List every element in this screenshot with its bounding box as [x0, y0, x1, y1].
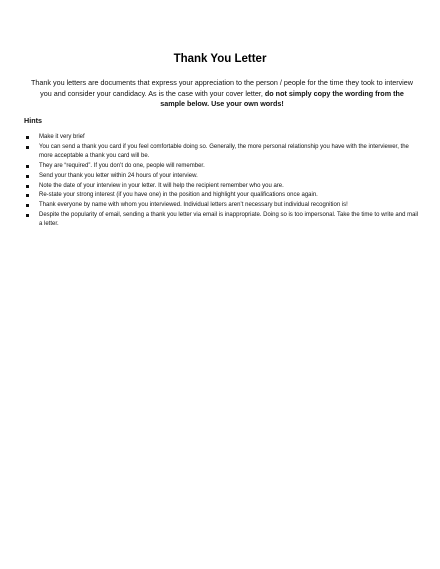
hint-text: Despite the popularity of email, sending a thank you letter via email is inappropriate. Doing so is too impersonal. Take the time to write and mail a letter. [39, 211, 419, 228]
list-item [24, 211, 419, 230]
square-bullet-icon [26, 185, 29, 188]
list-item [24, 191, 419, 201]
hint-text: Note the date of your interview in your letter. It will help the recipient remember who you are. [39, 182, 284, 189]
square-bullet-icon [26, 136, 29, 139]
hint-text: They are “required”. If you don’t do one, people will remember. [39, 163, 205, 170]
hint-text: You can send a thank you card if you feel comfortable doing so. Generally, the more personal relationship you have with the interviewer, the more acceptable a thank you card will be. [39, 143, 409, 160]
square-bullet-icon [26, 194, 29, 197]
hints-list [24, 133, 419, 230]
list-item [24, 133, 419, 143]
intro-paragraph [30, 78, 414, 110]
list-item [24, 182, 419, 192]
list-item [24, 201, 419, 211]
square-bullet-icon [26, 214, 29, 217]
square-bullet-icon [26, 175, 29, 178]
hint-text: Re-state your strong interest (if you have one) in the position and highlight your qualifications once again. [39, 192, 318, 199]
square-bullet-icon [26, 165, 29, 168]
square-bullet-icon [26, 146, 29, 149]
list-item [24, 143, 419, 162]
intro-bold-instruction: do not simply copy the wording from the sample below. Use your own words! [160, 88, 404, 108]
hint-text: Make it very brief [39, 134, 85, 140]
hint-text: Thank everyone by name with whom you interviewed. Individual letters aren’t necessary but individual recognition is! [39, 201, 348, 208]
intro-text: Thank you letters are documents that express your appreciation to the person / people for the time they took to interview you and consider your candidacy. As is the case with your cover letter, [31, 78, 413, 98]
page-title: Thank You Letter [173, 53, 267, 65]
hints-heading: Hints [24, 116, 42, 125]
hint-text: Send your thank you letter within 24 hours of your interview. [39, 172, 198, 179]
square-bullet-icon [26, 204, 29, 207]
list-item [24, 162, 419, 172]
list-item [24, 172, 419, 182]
